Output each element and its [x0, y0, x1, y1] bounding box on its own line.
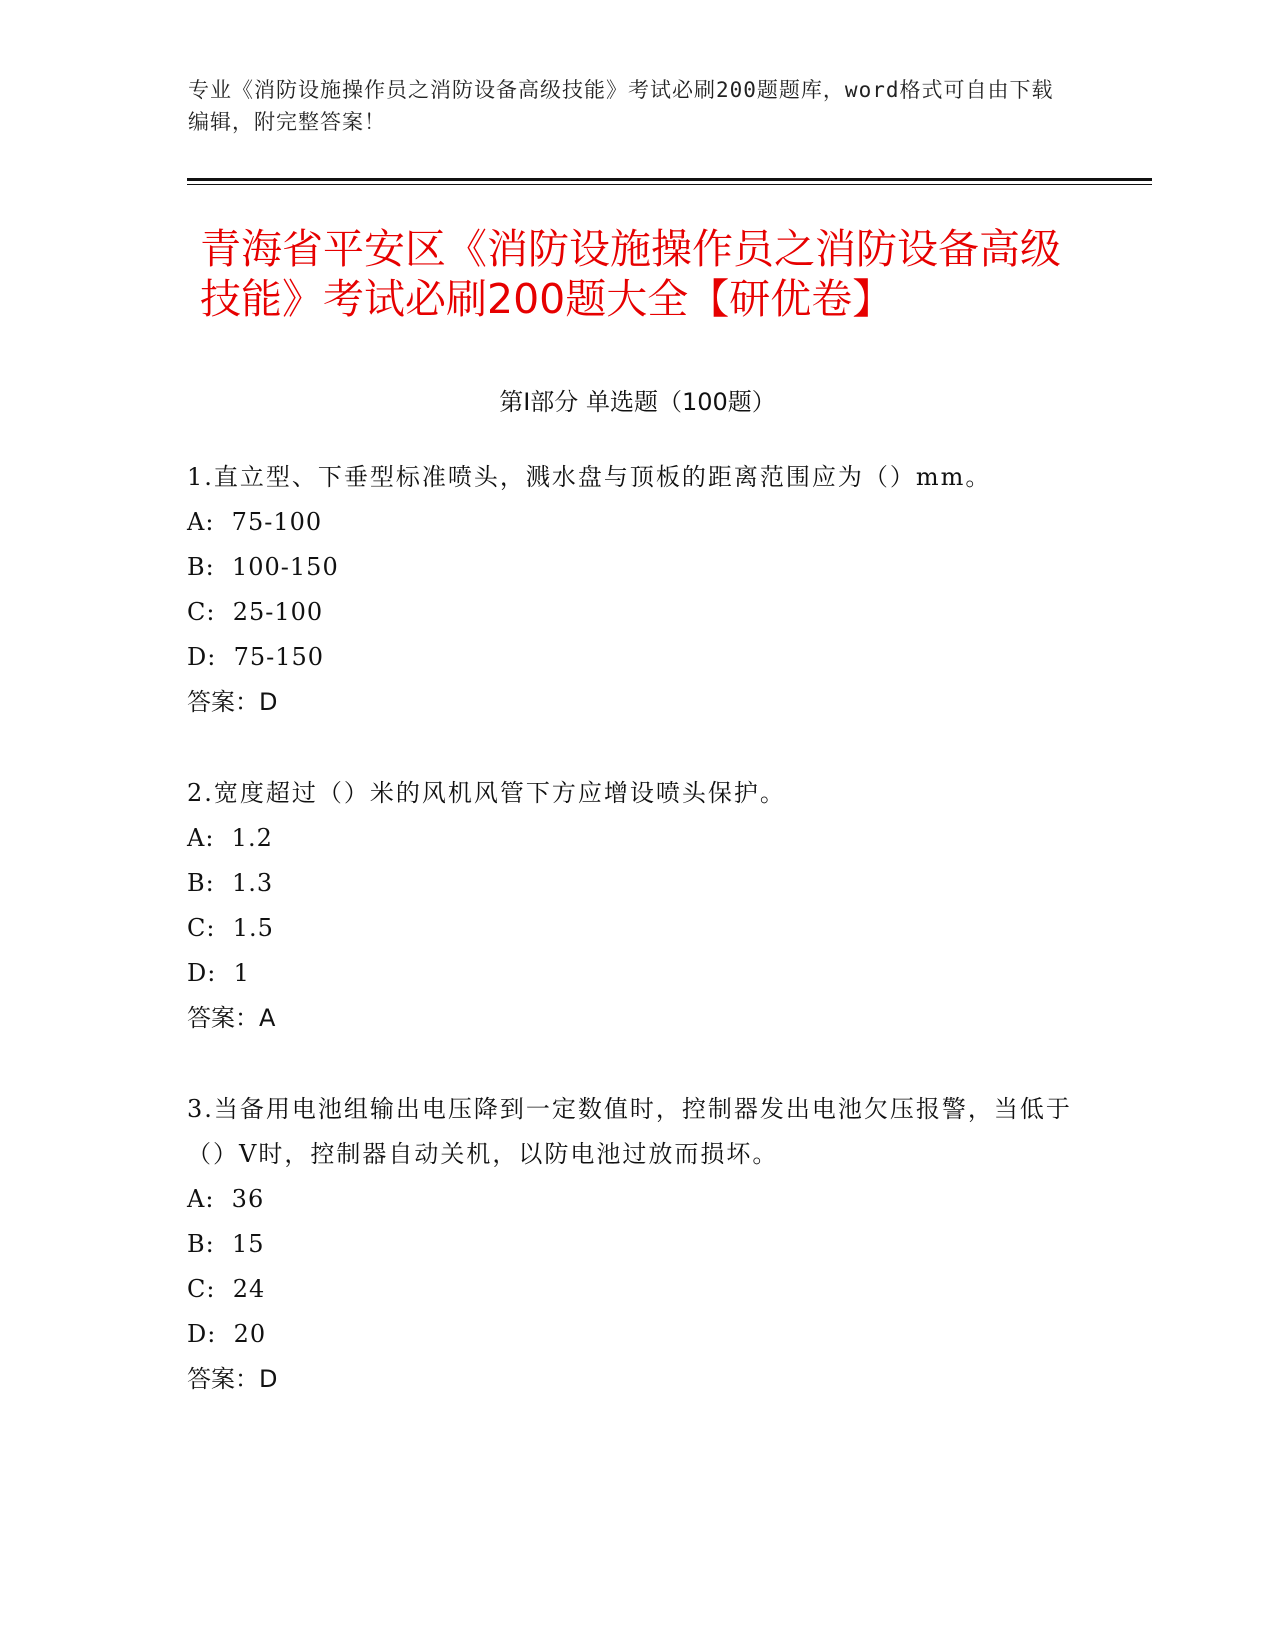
- option-b: B: 1.3: [187, 869, 274, 897]
- section-title: 第I部分 单选题（100题）: [499, 388, 776, 416]
- option-c: C: 24: [187, 1275, 266, 1303]
- answer: 答案：D: [187, 1365, 278, 1393]
- option-a: A: 75-100: [187, 508, 323, 536]
- option-d: D: 20: [187, 1320, 267, 1348]
- header-note: 专业《消防设施操作员之消防设备高级技能》考试必刷200题题库，word格式可自由下载编辑，附完整答案！: [188, 78, 1054, 134]
- option-a: A: 36: [187, 1185, 265, 1213]
- option-c: C: 25-100: [187, 598, 324, 626]
- option-b: B: 15: [187, 1230, 265, 1258]
- question-stem: 3.当备用电池组输出电压降到一定数值时，控制器发出电池欠压报警，当低于（）V时，控制器自动关机，以防电池过放而损坏。: [187, 1095, 1072, 1168]
- header-rule-thick: [187, 178, 1152, 181]
- document-title: 青海省平安区《消防设施操作员之消防设备高级技能》考试必刷200题大全【研优卷】: [200, 225, 1061, 323]
- question-3: [187, 1087, 1087, 1402]
- option-a: A: 1.2: [187, 824, 273, 852]
- header-rule-thin: [187, 184, 1152, 185]
- answer: 答案：A: [187, 1004, 276, 1032]
- question-1: [187, 455, 1087, 725]
- question-stem: 1.直立型、下垂型标准喷头，溅水盘与顶板的距离范围应为（）mm。: [187, 463, 992, 491]
- option-b: B: 100-150: [187, 553, 339, 581]
- question-stem: 2.宽度超过（）米的风机风管下方应增设喷头保护。: [187, 779, 786, 807]
- option-d: D: 1: [187, 959, 250, 987]
- option-d: D: 75-150: [187, 643, 325, 671]
- question-2: [187, 771, 1087, 1041]
- option-c: C: 1.5: [187, 914, 274, 942]
- answer: 答案：D: [187, 688, 278, 716]
